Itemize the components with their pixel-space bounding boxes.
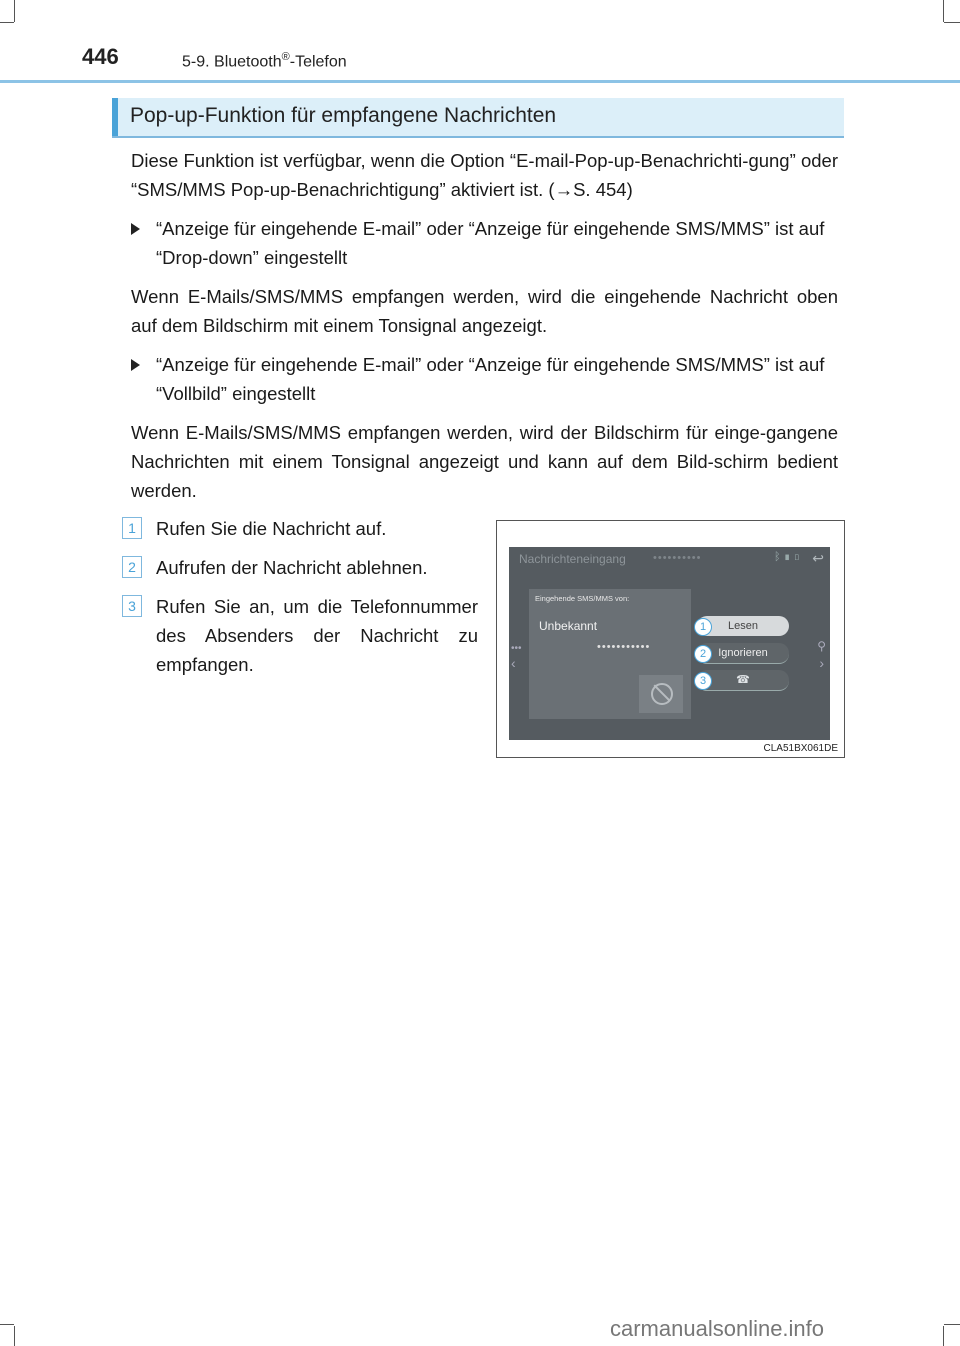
status-icons: [774, 551, 800, 563]
fullscreen-paragraph: Wenn E-Mails/SMS/MMS empfangen werden, wird der Bildschirm für einge-gangene Nachrichten mit einem Tonsignal angezeigt und kann auf dem Bild-schirm bedient werden.: [131, 422, 838, 501]
sender-number-dots: •••••••••••: [597, 641, 651, 653]
more-icon[interactable]: •••: [511, 643, 522, 654]
section-title: [182, 51, 347, 71]
battery-icon: ▯: [793, 551, 800, 563]
chevron-right-icon[interactable]: ›: [819, 655, 824, 671]
page-number: 446: [82, 44, 119, 69]
subsection-heading: [112, 98, 844, 138]
heading-accent: [112, 98, 118, 136]
heading-title: Pop-up-Funktion für empfangene Nachrichten: [130, 104, 557, 127]
item-text: Aufrufen der Nachricht ablehnen.: [156, 557, 428, 578]
numbered-item: [122, 592, 478, 679]
section-suffix: -Telefon: [289, 53, 347, 71]
bluetooth-icon: ᛒ: [774, 551, 781, 563]
bullet-item: [131, 350, 838, 408]
item-number-badge: 2: [122, 556, 142, 578]
cancel-icon: [639, 675, 683, 713]
registered-mark: ®: [281, 51, 290, 63]
crop-mark: [14, 1326, 15, 1346]
title-dots: ••••••••••: [653, 552, 702, 564]
sender-name: Unbekannt: [539, 619, 598, 633]
item-number-badge: 1: [122, 517, 142, 539]
bullet-item: [131, 214, 838, 272]
bullet-triangle-icon: [131, 359, 140, 371]
signal-icon: ▮: [783, 551, 791, 563]
phone-icon: ☎: [736, 674, 750, 686]
bullet-text: “Anzeige für eingehende E-mail” oder “Anzeige für eingehende SMS/MMS” ist auf “Drop-down” eingestellt: [156, 218, 825, 268]
search-icon[interactable]: ⚲: [817, 639, 826, 653]
page-header: [0, 0, 960, 84]
crop-mark: [943, 1326, 944, 1346]
item-number-badge: 3: [122, 595, 142, 617]
popup-caption: Eingehende SMS/MMS von:: [535, 594, 630, 603]
display-screen: [509, 547, 830, 740]
incoming-message-popup: [529, 589, 691, 719]
read-button[interactable]: Lesen: [697, 616, 789, 636]
crop-mark: [0, 1324, 14, 1325]
callout-2: 2: [694, 645, 712, 663]
callout-1: 1: [694, 618, 712, 636]
bullet-triangle-icon: [131, 223, 140, 235]
back-icon[interactable]: ↩: [812, 550, 824, 566]
screen-title: Nachrichteneingang: [519, 552, 626, 566]
ignore-button[interactable]: Ignorieren: [697, 643, 789, 664]
screen-illustration: [496, 520, 845, 758]
crop-mark: [944, 1324, 960, 1325]
intro-paragraph: Diese Funktion ist verfügbar, wenn die Option “E-mail-Pop-up-Benachrichti-gung” oder “SMS/MMS Pop-up-Benachrichtigung” aktiviert ist. (→S. 454): [131, 150, 838, 200]
item-text: Rufen Sie an, um die Telefonnummer des Absenders der Nachricht zu empfangen.: [156, 596, 478, 675]
header-rule: [0, 80, 960, 83]
callout-3: 3: [694, 672, 712, 690]
section-name: 5-9. Bluetooth: [182, 53, 282, 71]
item-text: Rufen Sie die Nachricht auf.: [156, 518, 387, 539]
chevron-left-icon[interactable]: ‹: [511, 655, 516, 671]
bullet-text: “Anzeige für eingehende E-mail” oder “Anzeige für eingehende SMS/MMS” ist auf “Vollbild” eingestellt: [156, 354, 825, 404]
dropdown-paragraph: Wenn E-Mails/SMS/MMS empfangen werden, wird die eingehende Nachricht oben auf dem Bildschirm mit einem Tonsignal angezeigt.: [131, 286, 838, 336]
numbered-item: [122, 514, 478, 543]
numbered-item: [122, 553, 478, 582]
watermark: carmanualsonline.info: [610, 1316, 825, 1341]
figure-code: CLA51BX061DE: [763, 743, 838, 754]
